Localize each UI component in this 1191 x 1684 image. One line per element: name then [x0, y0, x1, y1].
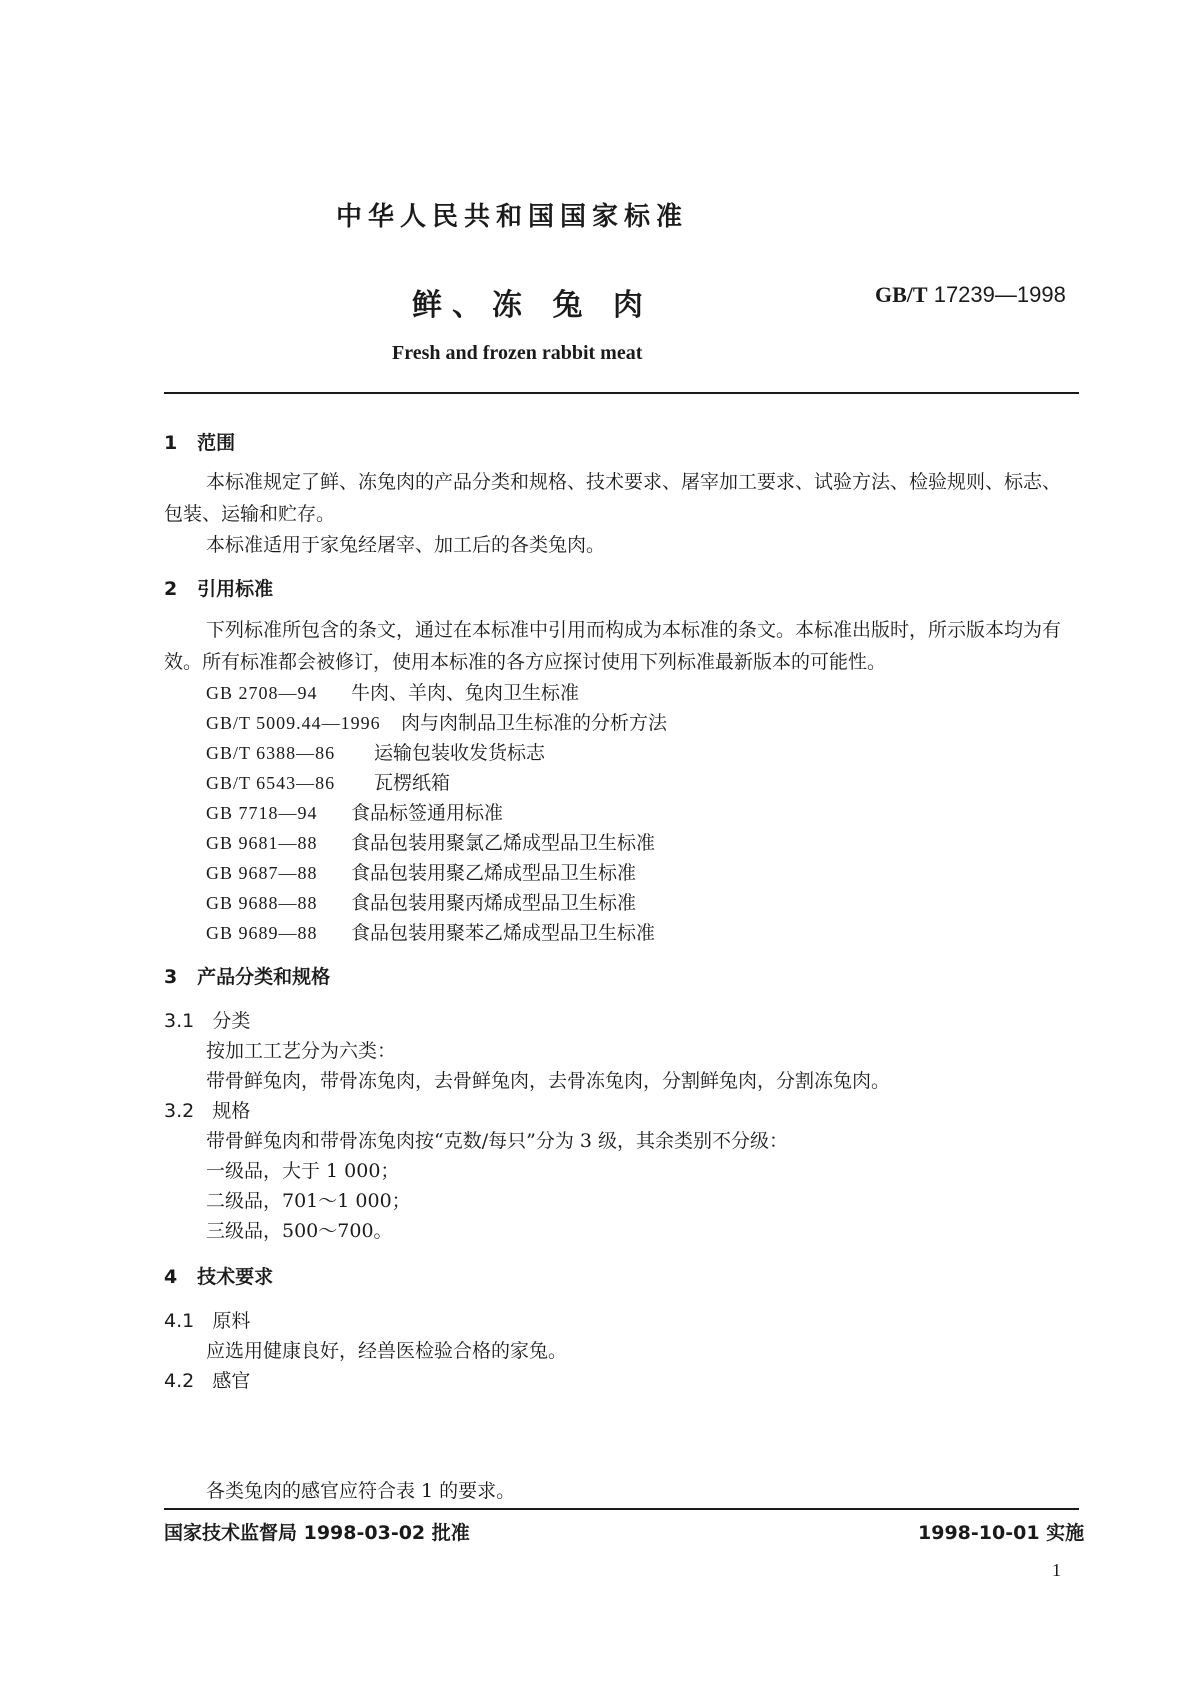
reference-code: GB 9681—88	[206, 833, 318, 853]
subsection-4-1-line-1: 应选用健康良好，经兽医检验合格的家兔。	[206, 1340, 568, 1362]
reference-title: 瓦楞纸箱	[374, 772, 451, 794]
reference-title: 食品包装用聚乙烯成型品卫生标准	[351, 862, 637, 884]
implementation-date: 1998-10-01 实施	[918, 1522, 1085, 1544]
section-3-heading	[164, 962, 330, 989]
reference-title: 食品包装用聚丙烯成型品卫生标准	[351, 892, 637, 914]
reference-code: GB 9688—88	[206, 893, 318, 913]
approval-note: 国家技术监督局 1998-03-02 批准	[164, 1522, 470, 1544]
subsection-4-1-heading	[164, 1306, 250, 1333]
page-number: 1	[1052, 1560, 1061, 1580]
standard-code	[875, 282, 1066, 308]
standard-code-number: 17239—1998	[933, 282, 1066, 307]
reference-title: 食品标签通用标准	[351, 802, 504, 824]
header-divider	[164, 392, 1079, 394]
subsection-3-2-line-4: 三级品，500～700。	[206, 1220, 393, 1242]
subsection-3-1-number: 3.1	[164, 1010, 195, 1032]
subsection-3-2-heading	[164, 1096, 250, 1123]
reference-code: GB 7718—94	[206, 803, 318, 823]
subsection-4-2-title: 感官	[212, 1370, 251, 1392]
section-2-paragraph: 下列标准所包含的条文，通过在本标准中引用而构成为本标准的条文。本标准出版时，所示版本均为有效。所有标准都会被修订，使用本标准的各方应探讨使用下列标准最新版本的可能性。	[164, 619, 1062, 673]
english-title: Fresh and frozen rabbit meat	[392, 342, 643, 364]
reference-item	[206, 738, 545, 765]
section-4-title: 技术要求	[197, 1266, 274, 1288]
section-3-number: 3	[164, 966, 178, 988]
subsection-3-2-line-3: 二级品，701～1 000；	[206, 1190, 411, 1212]
standard-code-prefix: GB/T	[875, 282, 928, 307]
subsection-3-1-line-1: 按加工工艺分为六类：	[206, 1040, 397, 1062]
national-standard-heading: 中华人民共和国国家标准	[336, 202, 689, 232]
reference-code: GB/T 6388—86	[206, 743, 336, 763]
reference-title: 肉与肉制品卫生标准的分析方法	[401, 712, 668, 734]
footer-divider	[164, 1508, 1079, 1510]
reference-code: GB 9689—88	[206, 923, 318, 943]
reference-code: GB/T 6543—86	[206, 773, 336, 793]
reference-item	[206, 708, 667, 735]
section-1-number: 1	[164, 432, 178, 454]
reference-code: GB 2708—94	[206, 683, 318, 703]
reference-item	[206, 858, 636, 885]
section-3-title: 产品分类和规格	[197, 966, 331, 988]
section-1-paragraph-1: 本标准规定了鲜、冻兔肉的产品分类和规格、技术要求、屠宰加工要求、试验方法、检验规则、标志、包装、运输和贮存。	[164, 471, 1062, 525]
section-2-number: 2	[164, 578, 178, 600]
reference-code: GB 9687—88	[206, 863, 318, 883]
subsection-3-2-line-1: 带骨鲜兔肉和带骨冻兔肉按“克数/每只”分为 3 级，其余类别不分级：	[206, 1130, 788, 1152]
subsection-3-2-title: 规格	[212, 1100, 251, 1122]
section-1-heading	[164, 428, 235, 455]
reference-item	[206, 768, 450, 795]
reference-item	[206, 678, 579, 705]
subsection-3-1-title: 分类	[212, 1010, 251, 1032]
subsection-3-1-line-2: 带骨鲜兔肉，带骨冻兔肉，去骨鲜兔肉，去骨冻兔肉，分割鲜兔肉，分割冻兔肉。	[206, 1070, 891, 1092]
subsection-4-2-heading	[164, 1366, 250, 1393]
subsection-3-2-number: 3.2	[164, 1100, 195, 1122]
subsection-3-1-heading	[164, 1006, 250, 1033]
reference-title: 运输包装收发货标志	[374, 742, 546, 764]
reference-item	[206, 798, 503, 825]
section-4-number: 4	[164, 1266, 178, 1288]
reference-item	[206, 888, 636, 915]
reference-title: 食品包装用聚苯乙烯成型品卫生标准	[351, 922, 656, 944]
subsection-4-1-title: 原料	[212, 1310, 251, 1332]
subsection-4-2-line-1: 各类兔肉的感官应符合表 1 的要求。	[206, 1480, 516, 1502]
document-title: 鲜、冻 兔 肉	[412, 288, 653, 323]
subsection-4-2-number: 4.2	[164, 1370, 195, 1392]
section-2-heading	[164, 574, 273, 601]
reference-title: 食品包装用聚氯乙烯成型品卫生标准	[351, 832, 656, 854]
subsection-3-2-line-2: 一级品，大于 1 000；	[206, 1160, 400, 1182]
reference-item	[206, 918, 655, 945]
section-2-title: 引用标准	[197, 578, 274, 600]
section-1-paragraph-2: 本标准适用于家兔经屠宰、加工后的各类兔肉。	[206, 534, 606, 556]
subsection-4-1-number: 4.1	[164, 1310, 195, 1332]
reference-code: GB/T 5009.44—1996	[206, 713, 381, 733]
reference-item	[206, 828, 655, 855]
reference-title: 牛肉、羊肉、兔肉卫生标准	[351, 682, 580, 704]
section-4-heading	[164, 1262, 273, 1289]
section-1-title: 范围	[197, 432, 236, 454]
